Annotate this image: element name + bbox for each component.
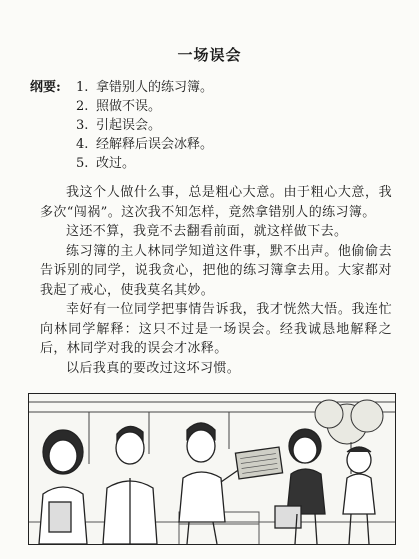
outline-label: 纲要:: [30, 80, 61, 95]
figure-girl-right: [275, 429, 325, 544]
page-title: 一场误会: [177, 46, 242, 64]
paragraph: 练习簿的主人林同学知道这件事，默不出声。他偷偷去告诉别的同学，说我贪心，把他的练习簿拿去用。大家都对我起了戒心，使我莫名其妙。: [40, 243, 392, 298]
outline-item-text: 拿错别人的练习簿。: [96, 80, 214, 95]
exercise-book: [235, 447, 282, 479]
outline-item-text: 引起误会。: [96, 118, 162, 133]
paragraph: 幸好有一位同学把事情告诉我，我才恍然大悟。我连忙向林同学解释：这只不过是一场误会。经我诚恳地解释之后，林同学对我的误会才冰释。: [40, 302, 392, 356]
outline-item-text: 经解释后误会冰释。: [96, 137, 214, 152]
figure-girl-left: [39, 430, 87, 544]
outline-item: [76, 135, 213, 154]
outline-item: [76, 154, 213, 173]
outline-item: [76, 97, 213, 116]
paragraph: 以后我真的要改过这坏习惯。: [66, 360, 241, 376]
figure-boy-right: [343, 447, 375, 544]
paragraph: 这还不算，我竟不去翻看前面，就这样做下去。: [66, 224, 348, 239]
outline-item: [76, 78, 213, 97]
outline-item-number: 5.: [76, 156, 89, 171]
outline-item: [76, 116, 213, 135]
outline-item-number: 3.: [76, 118, 89, 133]
outline-item-text: 照做不误。: [96, 99, 162, 114]
illustration-drawing: [29, 394, 395, 544]
essay-body: [40, 183, 392, 378]
outline: [30, 78, 213, 173]
outline-item-number: 4.: [76, 137, 89, 152]
figure-boy-center: [179, 423, 247, 544]
outline-item-text: 改过。: [96, 156, 136, 171]
paragraph: 我这个人做什么事，总是粗心大意。由于粗心大意，我多次“闯祸”。这次我不知怎样，竟然拿错别人的练习簿。: [40, 185, 392, 220]
classroom-illustration: [28, 393, 396, 545]
outline-item-number: 2.: [76, 99, 89, 114]
outline-item-number: 1.: [76, 80, 89, 95]
